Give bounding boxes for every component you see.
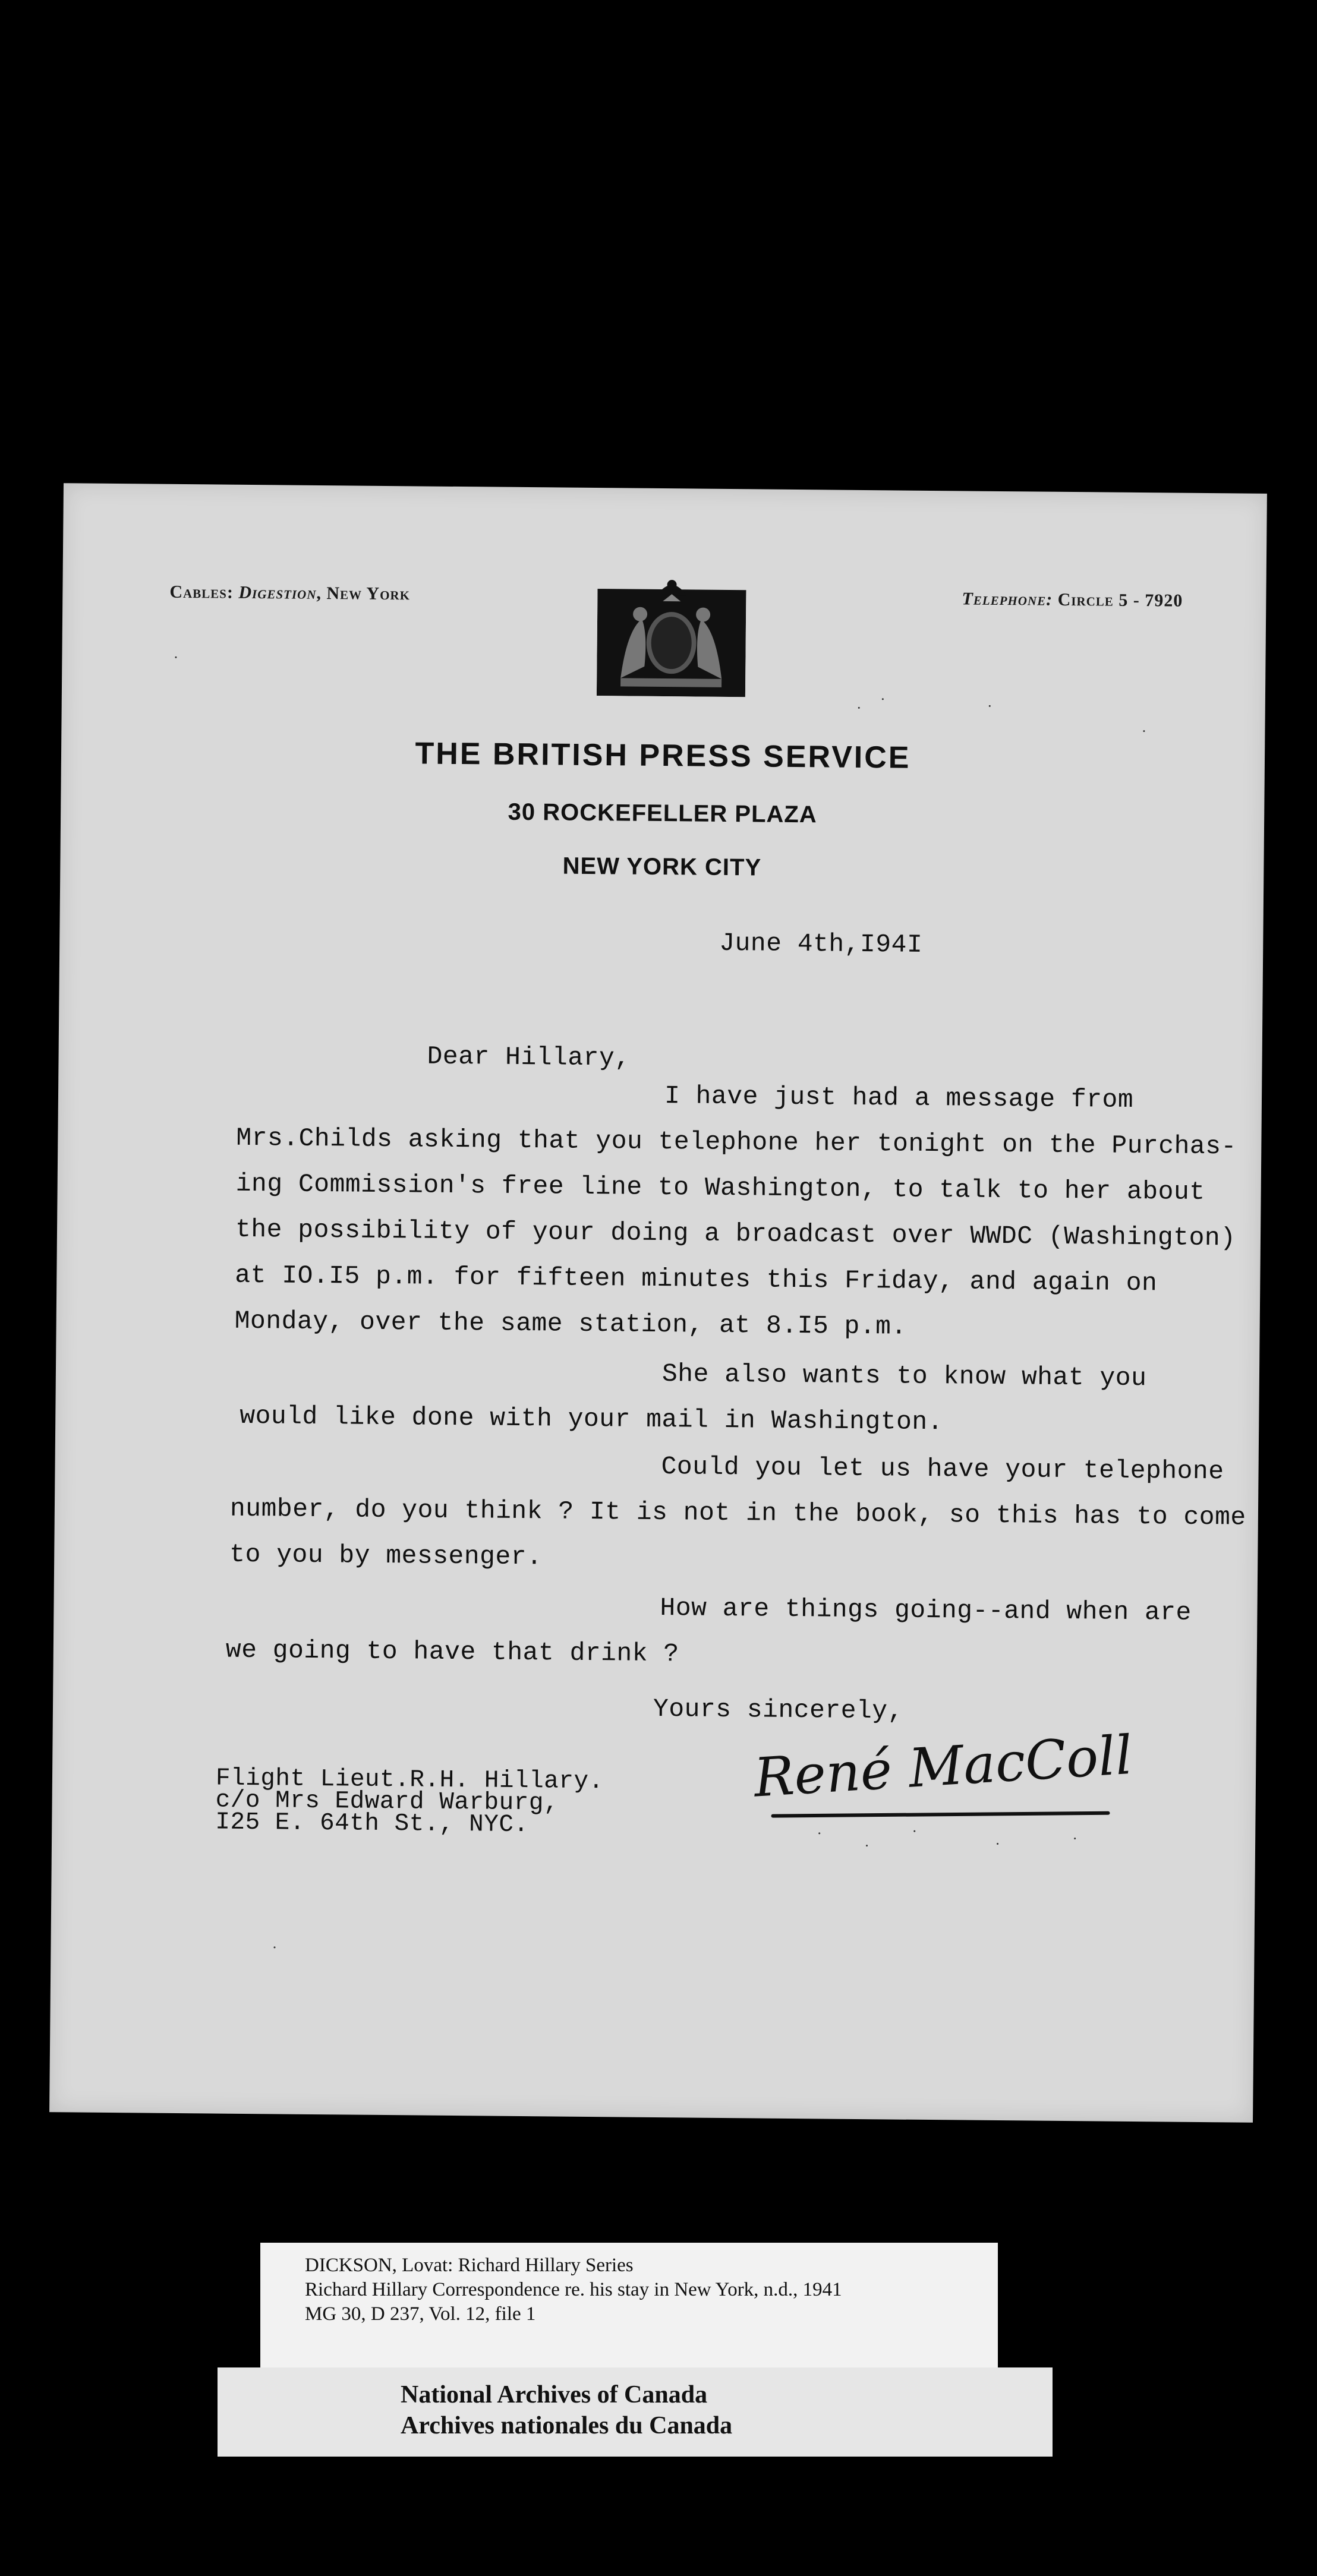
letter-date: June 4th,I94I [719,928,923,959]
body-line: at IO.I5 p.m. for fifteen minutes this Friday, and again on [235,1260,1158,1298]
body-line: I have just had a message from [664,1081,1134,1115]
archive-institution-stamp [218,2367,1053,2457]
body-line: Monday, over the same station, at 8.I5 p.m. [234,1306,907,1341]
organization-name: THE BRITISH PRESS SERVICE [415,736,911,775]
body-line: She also wants to know what you [661,1359,1147,1393]
scan-speck [858,707,860,709]
salutation: Dear Hillary, [427,1041,631,1073]
address-street: 30 ROCKEFELLER PLAZA [508,798,817,828]
scan-speck [882,698,884,700]
body-line: would like done with your mail in Washington. [240,1401,944,1437]
telephone-number: Telephone: Circle 5 - 7920 [962,589,1183,611]
scan-speck [273,1946,275,1948]
closing: Yours sincerely, [653,1694,904,1726]
archive-reference-label [260,2243,998,2367]
body-line: number, do you think ? It is not in the book, so this has to come [229,1494,1246,1532]
body-line: How are things going--and when are [660,1593,1192,1627]
royal-coat-of-arms-icon [597,577,746,697]
body-line: Mrs.Childs asking that you telephone her tonight on the Purchas- [236,1123,1237,1161]
scan-speck [175,656,177,658]
institution-name-en: National Archives of Canada [401,2381,708,2408]
signature-underline [771,1811,1110,1818]
scan-speck [818,1832,820,1834]
letter-sheet [49,483,1267,2123]
scan-speck [989,705,991,707]
reference-description: Richard Hillary Correspondence re. his stay in New York, n.d., 1941 [305,2279,842,2300]
recipient-line: c/o Mrs Edward Warburg, [215,1786,559,1817]
cables-address: Cables: Digestion, New York [169,582,411,604]
recipient-line: Flight Lieut.R.H. Hillary. [215,1764,604,1796]
institution-name-fr: Archives nationales du Canada [401,2412,733,2439]
reference-file: MG 30, D 237, Vol. 12, file 1 [305,2303,536,2325]
scan-speck [1143,730,1145,732]
body-line: we going to have that drink ? [225,1635,679,1669]
body-line: to you by messenger. [229,1539,543,1572]
address-city: NEW YORK CITY [562,853,762,881]
scan-speck [997,1843,998,1845]
scan-speck [1074,1838,1076,1839]
reference-series: DICKSON, Lovat: Richard Hillary Series [305,2255,634,2276]
recipient-line: I25 E. 64th St., NYC. [215,1808,529,1839]
body-line: the possibility of your doing a broadcast over WWDC (Washington) [235,1214,1236,1253]
handwritten-signature: René MacColl [752,1723,1135,1810]
scan-speck [913,1830,915,1832]
body-line: ing Commission's free line to Washington, to talk to her about [235,1169,1205,1207]
scan-speck [866,1845,868,1846]
body-line: Could you let us have your telephone [661,1452,1224,1486]
